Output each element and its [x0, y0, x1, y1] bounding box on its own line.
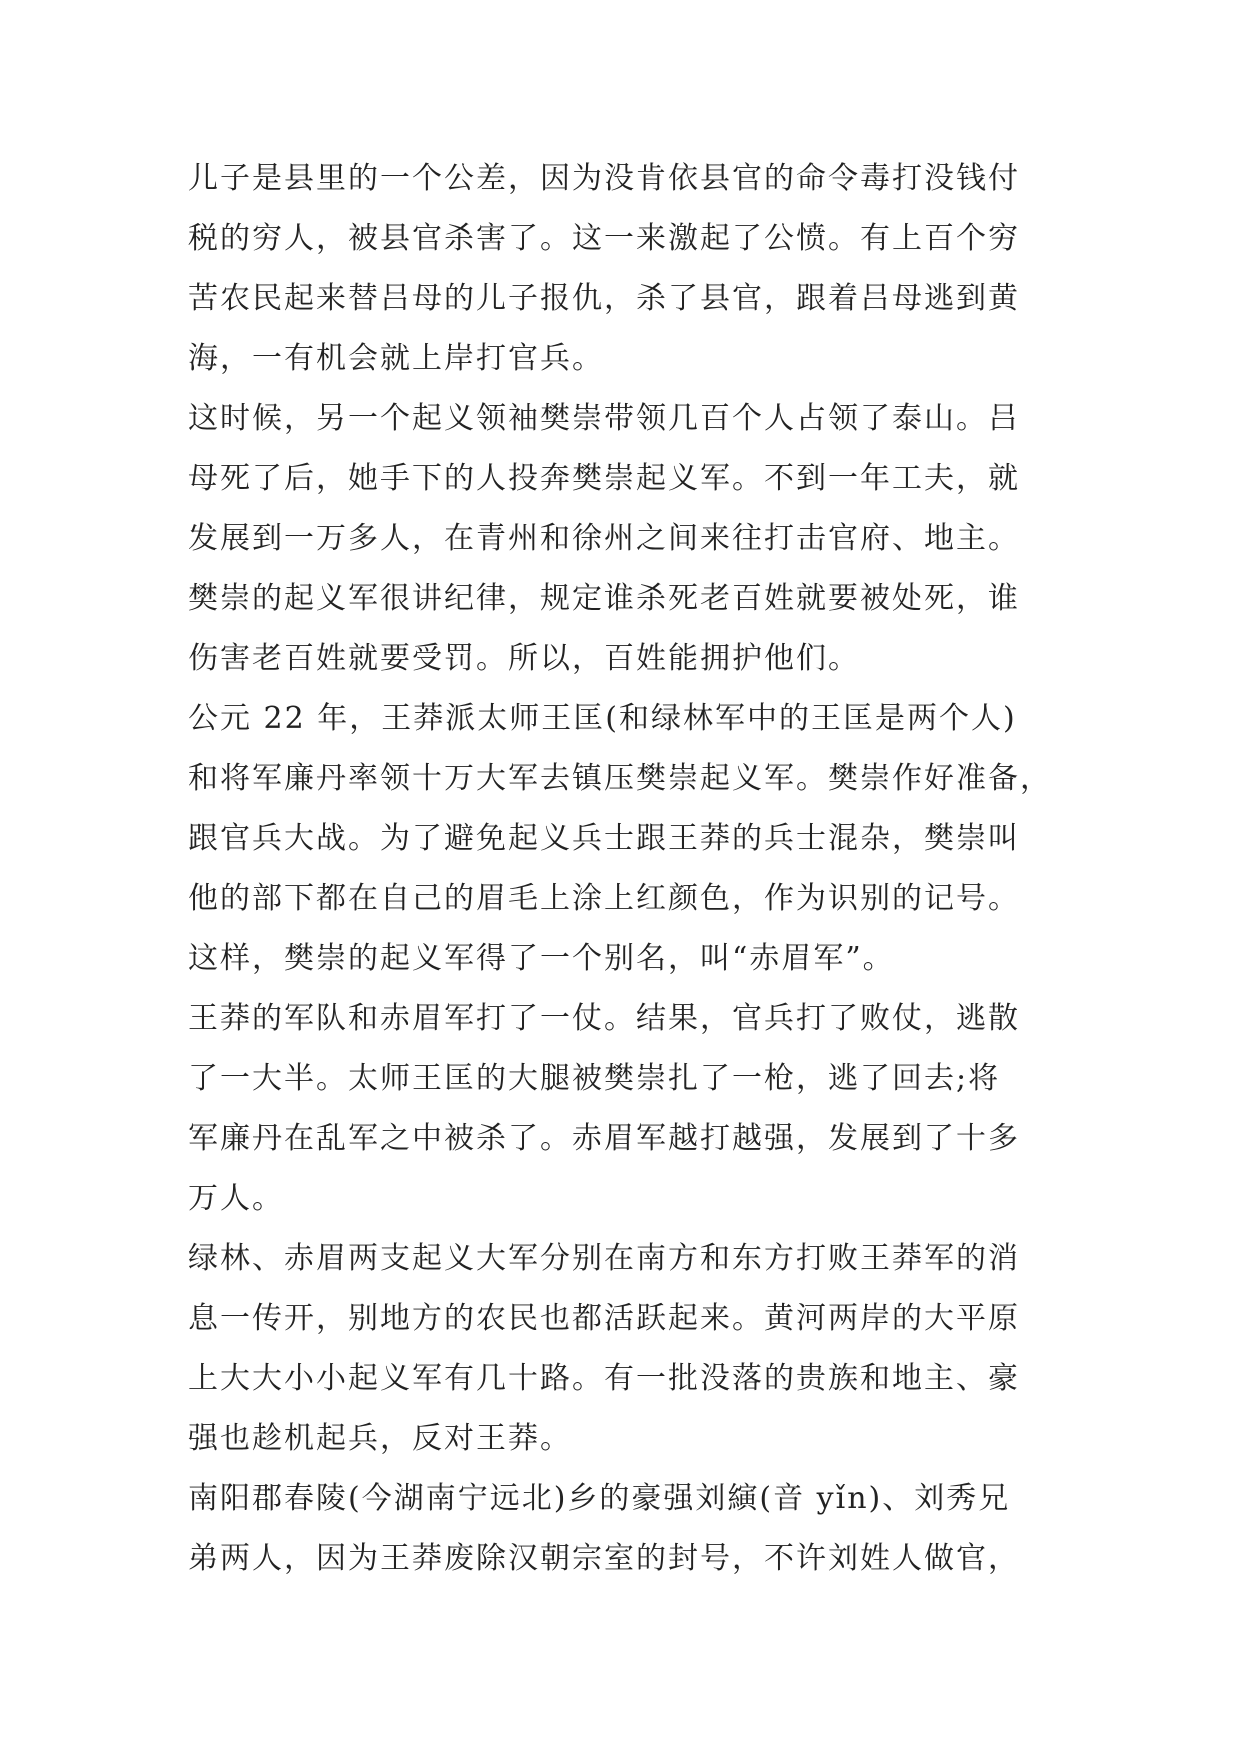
text-line: 弟两人，因为王莽废除汉朝宗室的封号，不许刘姓人做官， — [188, 1541, 1020, 1576]
text-line: 南阳郡春陵(今湖南宁远北)乡的豪强刘縯(音 yǐn)、刘秀兄 — [188, 1481, 1011, 1516]
text-line: 他的部下都在自己的眉毛上涂上红颜色，作为识别的记号。 — [188, 881, 1020, 916]
text-line: 公元 22 年，王莽派太师王匡(和绿林军中的王匡是两个人) — [188, 701, 1017, 736]
text-line: 和将军廉丹率领十万大军去镇压樊崇起义军。樊崇作好准备， — [188, 761, 1052, 796]
text-line: 强也趁机起兵，反对王莽。 — [188, 1421, 572, 1456]
text-line: 王莽的军队和赤眉军打了一仗。结果，官兵打了败仗，逃散 — [188, 1001, 1020, 1036]
text-line: 万人。 — [188, 1181, 284, 1216]
text-line: 儿子是县里的一个公差，因为没肯依县官的命令毒打没钱付 — [188, 161, 1020, 196]
text-line: 税的穷人，被县官杀害了。这一来激起了公愤。有上百个穷 — [188, 221, 1020, 256]
body-text — [188, 149, 1068, 1589]
text-line: 军廉丹在乱军之中被杀了。赤眉军越打越强，发展到了十多 — [188, 1121, 1020, 1156]
text-line: 息一传开，别地方的农民也都活跃起来。黄河两岸的大平原 — [188, 1301, 1020, 1336]
text-line: 这时候，另一个起义领袖樊崇带领几百个人占领了泰山。吕 — [188, 401, 1020, 436]
text-line: 海，一有机会就上岸打官兵。 — [188, 341, 604, 376]
text-line: 跟官兵大战。为了避免起义兵士跟王莽的兵士混杂，樊崇叫 — [188, 821, 1020, 856]
text-line: 上大大小小起义军有几十路。有一批没落的贵族和地主、豪 — [188, 1361, 1020, 1396]
text-line: 母死了后，她手下的人投奔樊崇起义军。不到一年工夫，就 — [188, 461, 1020, 496]
text-line: 樊崇的起义军很讲纪律，规定谁杀死老百姓就要被处死，谁 — [188, 581, 1020, 616]
text-line: 这样，樊崇的起义军得了一个别名，叫“赤眉军”。 — [188, 941, 895, 976]
text-line: 苦农民起来替吕母的儿子报仇，杀了县官，跟着吕母逃到黄 — [188, 281, 1020, 316]
text-line: 发展到一万多人，在青州和徐州之间来往打击官府、地主。 — [188, 521, 1020, 556]
text-line: 绿林、赤眉两支起义大军分别在南方和东方打败王莽军的消 — [188, 1241, 1020, 1276]
text-line: 伤害老百姓就要受罚。所以，百姓能拥护他们。 — [188, 641, 860, 676]
text-line: 了一大半。太师王匡的大腿被樊崇扎了一枪，逃了回去;将 — [188, 1061, 1001, 1096]
